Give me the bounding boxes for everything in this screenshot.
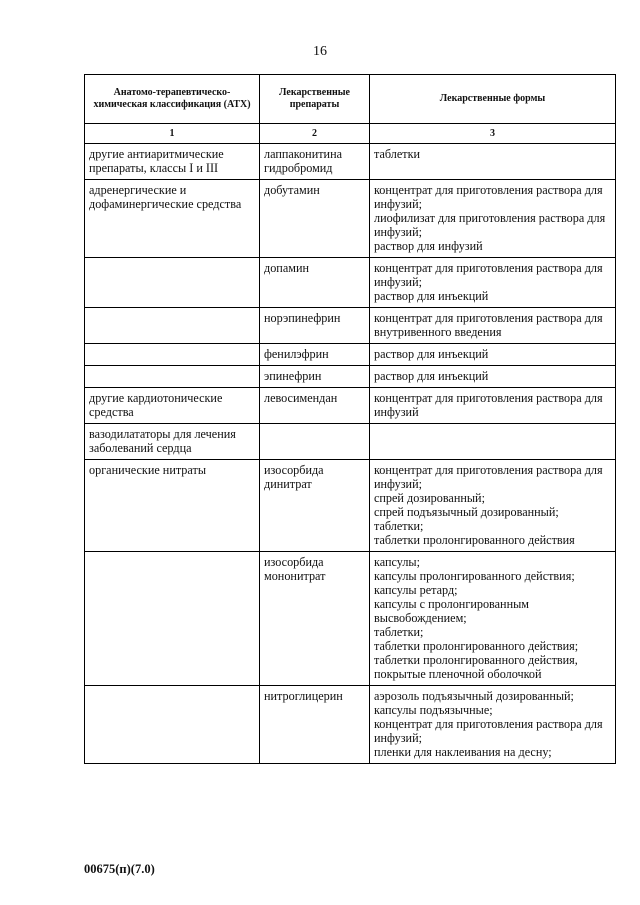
table-row <box>85 460 616 552</box>
atx-cell <box>85 344 260 366</box>
form-entry: таблетки пролонгированного действия, покрытые пленочной оболочкой <box>374 653 578 681</box>
form-entry: концентрат для приготовления раствора для инфузий; <box>374 183 603 211</box>
forms-cell <box>370 686 616 764</box>
form-entry: капсулы ретард; <box>374 583 458 597</box>
forms-cell <box>370 366 616 388</box>
table-row <box>85 552 616 686</box>
forms-cell <box>370 388 616 424</box>
document-code: 00675(п)(7.0) <box>84 862 155 876</box>
drug-table <box>84 74 616 764</box>
drug-cell: изосорбида динитрат <box>260 460 370 552</box>
drug-cell: нитроглицерин <box>260 686 370 764</box>
form-entry: концентрат для приготовления раствора для внутривенного введения <box>374 311 603 339</box>
drug-cell: добутамин <box>260 180 370 258</box>
atx-cell <box>85 686 260 764</box>
drug-cell: лаппаконитина гидробромид <box>260 144 370 180</box>
atx-cell <box>85 552 260 686</box>
form-entry: концентрат для приготовления раствора для инфузий; <box>374 717 603 745</box>
drug-cell: эпинефрин <box>260 366 370 388</box>
form-entry: капсулы подъязычные; <box>374 703 493 717</box>
form-entry: концентрат для приготовления раствора для инфузий <box>374 391 603 419</box>
atx-cell <box>85 258 260 308</box>
form-entry: спрей подъязычный дозированный; <box>374 505 559 519</box>
form-entry: аэрозоль подъязычный дозированный; <box>374 689 574 703</box>
forms-cell <box>370 460 616 552</box>
form-entry: таблетки <box>374 147 421 161</box>
column-number-3: 3 <box>370 124 616 144</box>
form-entry: раствор для инъекций <box>374 347 489 361</box>
table-body <box>85 144 616 764</box>
table-row <box>85 344 616 366</box>
drug-cell: норэпинефрин <box>260 308 370 344</box>
drug-cell: левосимендан <box>260 388 370 424</box>
table-row <box>85 686 616 764</box>
forms-cell <box>370 552 616 686</box>
table-row <box>85 258 616 308</box>
form-entry: концентрат для приготовления раствора для инфузий; <box>374 261 603 289</box>
column-number-row <box>85 124 616 144</box>
forms-cell <box>370 258 616 308</box>
form-entry: раствор для инъекций <box>374 369 489 383</box>
forms-cell <box>370 344 616 366</box>
form-entry: раствор для инъекций <box>374 289 489 303</box>
atx-cell <box>85 308 260 344</box>
form-entry: капсулы; <box>374 555 420 569</box>
form-entry: таблетки; <box>374 625 424 639</box>
form-entry: капсулы пролонгированного действия; <box>374 569 575 583</box>
table-row <box>85 424 616 460</box>
page-number: 16 <box>313 44 327 59</box>
table-row <box>85 144 616 180</box>
header-forms: Лекарственные формы <box>370 75 616 124</box>
form-entry: таблетки; <box>374 519 424 533</box>
column-number-1: 1 <box>85 124 260 144</box>
table-row <box>85 308 616 344</box>
form-entry: концентрат для приготовления раствора для инфузий; <box>374 463 603 491</box>
header-row <box>85 75 616 124</box>
drug-cell <box>260 424 370 460</box>
table-row <box>85 366 616 388</box>
atx-cell: вазодилататоры для лечения заболеваний сердца <box>85 424 260 460</box>
drug-cell: изосорбида мононитрат <box>260 552 370 686</box>
forms-cell <box>370 180 616 258</box>
form-entry: таблетки пролонгированного действия <box>374 533 575 547</box>
table-row <box>85 388 616 424</box>
atx-cell: другие кардиотонические средства <box>85 388 260 424</box>
forms-cell <box>370 424 616 460</box>
forms-cell <box>370 308 616 344</box>
atx-cell <box>85 366 260 388</box>
form-entry: капсулы с пролонгированным высвобождением; <box>374 597 529 625</box>
drug-cell: допамин <box>260 258 370 308</box>
header-drugs: Лекарственные препараты <box>260 75 370 124</box>
forms-cell <box>370 144 616 180</box>
atx-cell: органические нитраты <box>85 460 260 552</box>
form-entry: лиофилизат для приготовления раствора для инфузий; <box>374 211 606 239</box>
form-entry: спрей дозированный; <box>374 491 485 505</box>
atx-cell: другие антиаритмические препараты, классы I и III <box>85 144 260 180</box>
form-entry: раствор для инфузий <box>374 239 483 253</box>
form-entry: пленки для наклеивания на десну; <box>374 745 552 759</box>
drug-cell: фенилэфрин <box>260 344 370 366</box>
column-number-2: 2 <box>260 124 370 144</box>
header-atx: Анатомо-терапевтическо-химическая классификация (АТХ) <box>85 75 260 124</box>
form-entry: таблетки пролонгированного действия; <box>374 639 579 653</box>
atx-cell: адренергические и дофаминергические средства <box>85 180 260 258</box>
table-row <box>85 180 616 258</box>
